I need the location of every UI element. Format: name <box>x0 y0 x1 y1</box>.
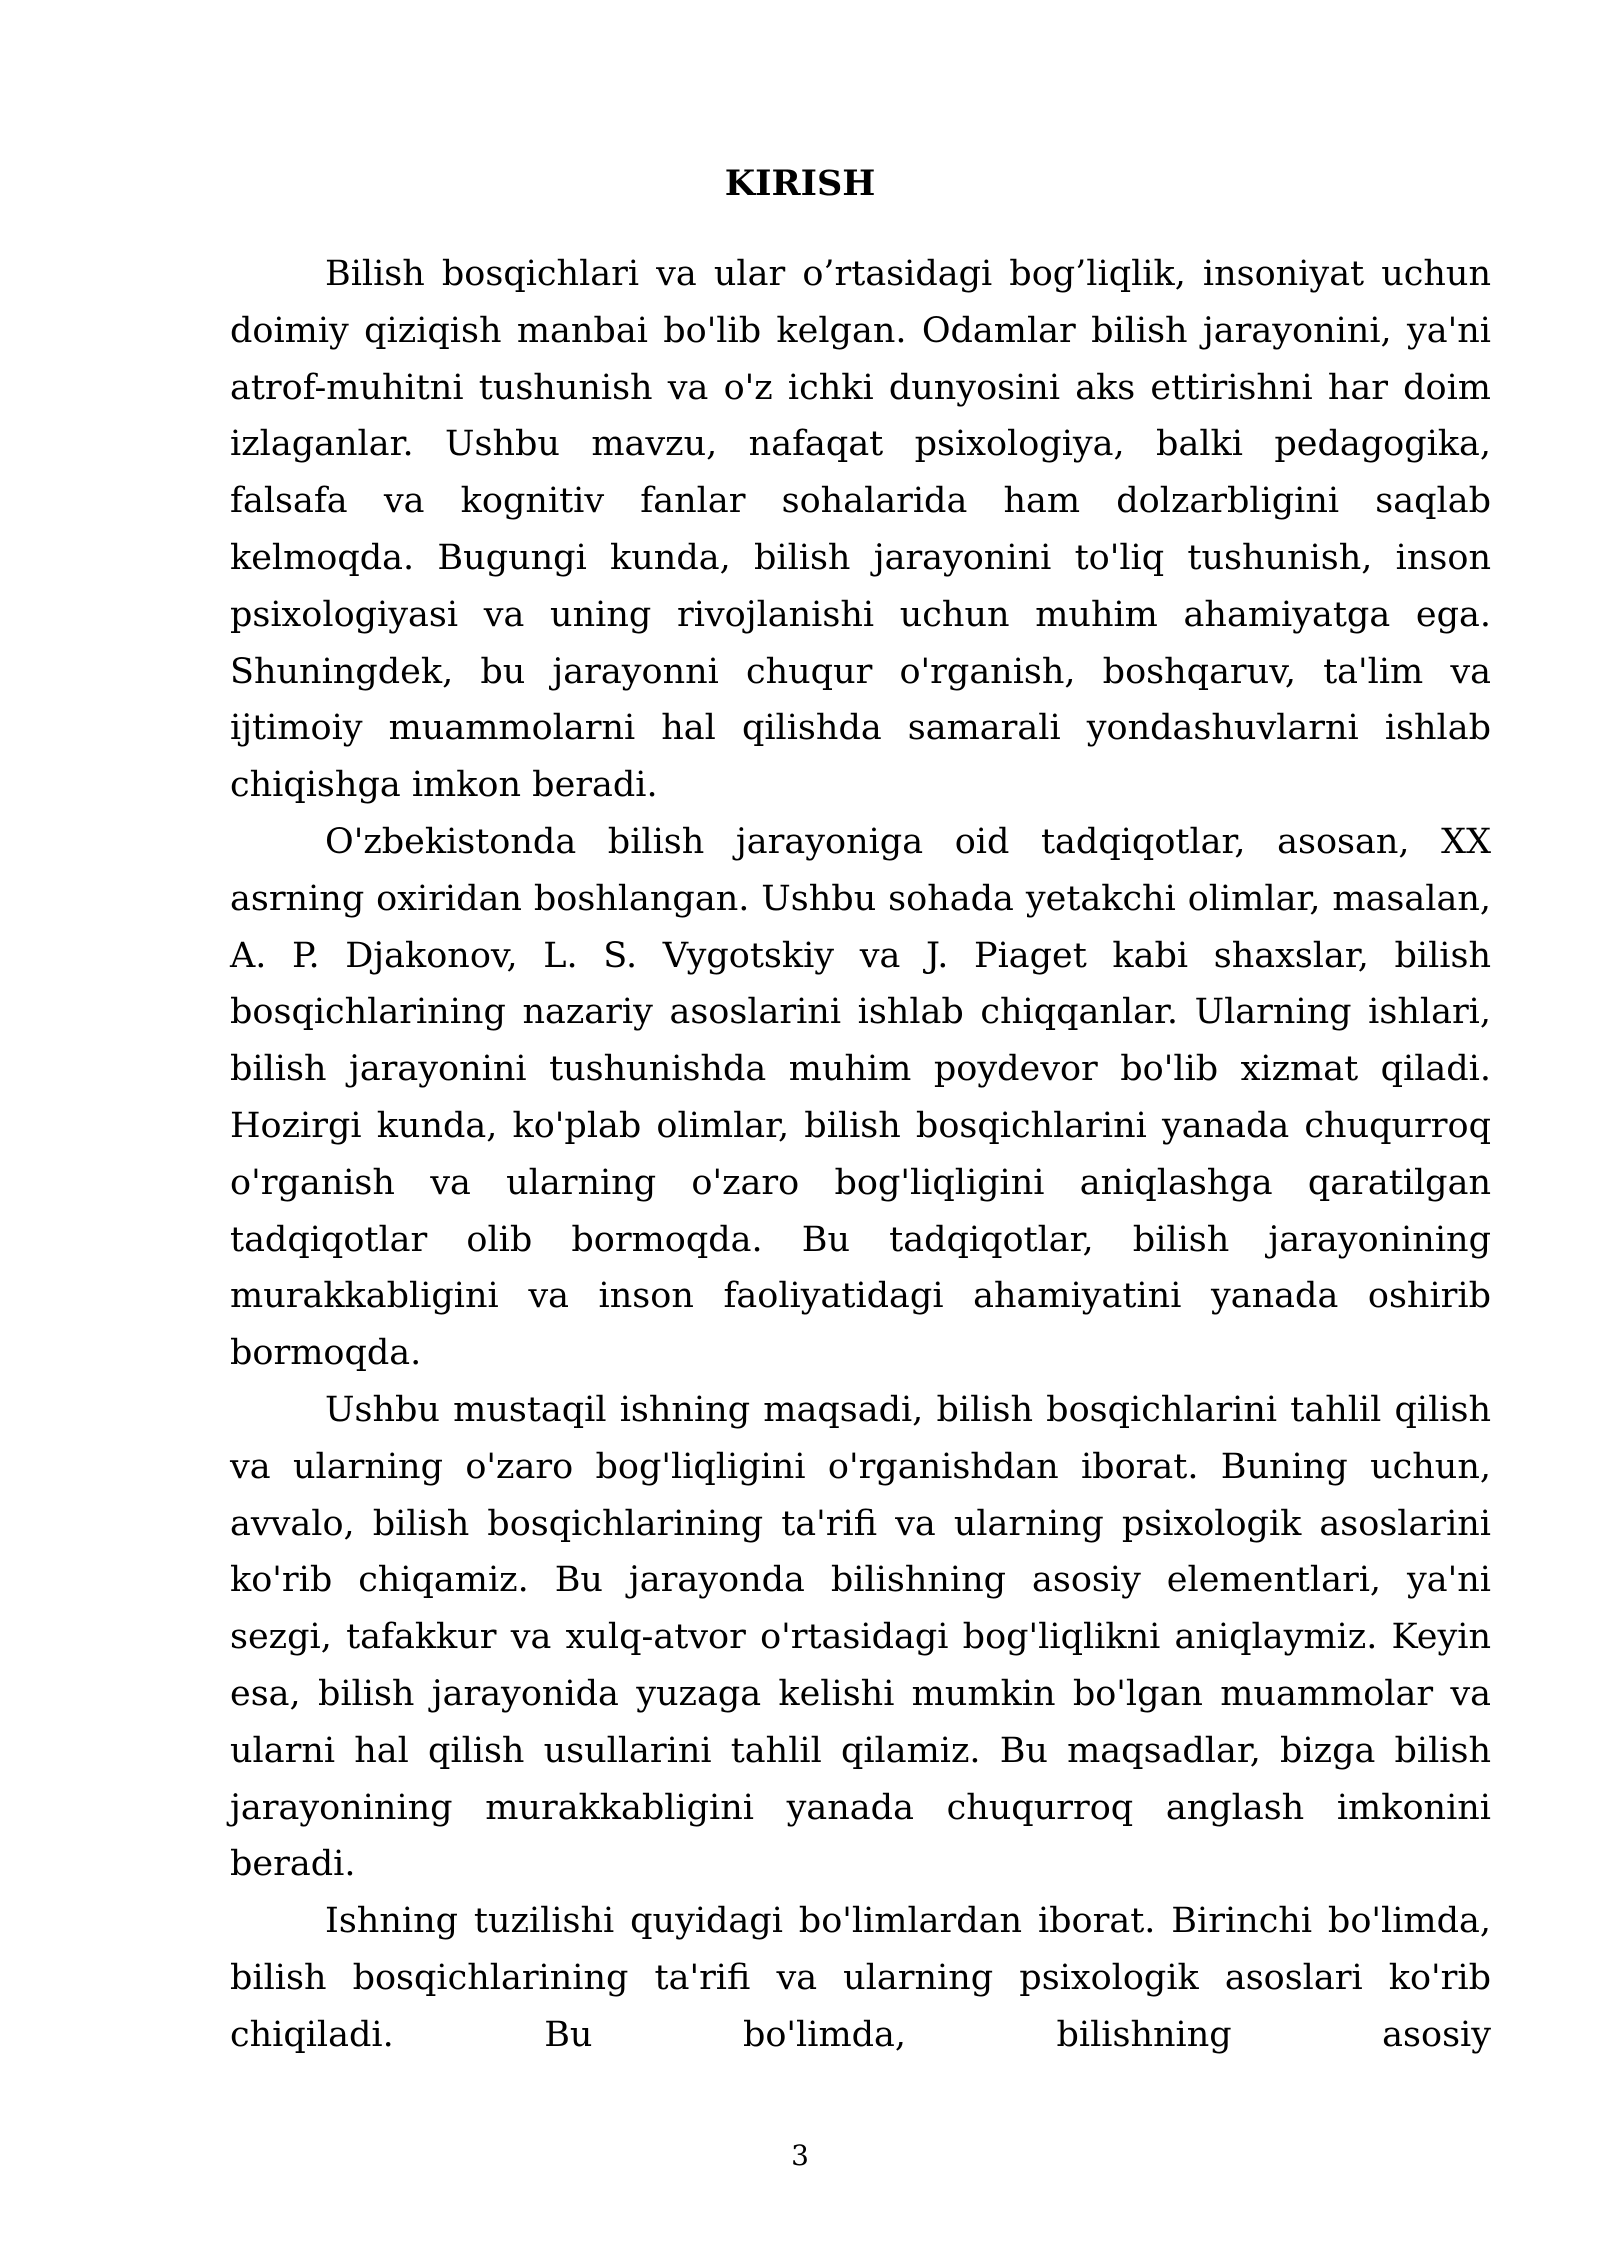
paragraph-2: O'zbekistonda bilish jarayoniga oid tadqiqotlar, asosan, XX asrning oxiridan boshlangan. Ushbu sohada yetakchi olimlar, masalan, A. P. Djakonov, L. S. Vygotskiy va J. Piaget kabi shaxslar, bilish bosqichlarining nazariy asoslarini ishlab chiqqanlar. Ularning ishlari, bilish jarayonini tushunishda muhim poydevor bo'lib xizmat qiladi. Hozirgi kunda, ko'plab olimlar, bilish bosqichlarini yanada chuqurroq o'rganish va ularning o'zaro bog'liqligini aniqlashga qaratilgan tadqiqotlar olib bormoqda. Bu tadqiqotlar, bilish jarayonining murakkabligini va inson faoliyatidagi ahamiyatini yanada oshirib bormoqda. <box>230 821 1491 1374</box>
paragraph-4: Ishning tuzilishi quyidagi bo'limlardan iborat. Birinchi bo'limda, bilish bosqichlarining ta'rifi va ularning psixologik asoslari ko'rib chiqiladi. Bu bo'limda, bilishning asosiy <box>230 1901 1491 2055</box>
section-heading: KIRISH <box>724 163 876 204</box>
page-number: 3 <box>791 2139 809 2172</box>
paragraph-3: Ushbu mustaqil ishning maqsadi, bilish bosqichlarini tahlil qilish va ularning o'zaro bog'liqligini o'rganishdan iborat. Buning uchun, avvalo, bilish bosqichlarining ta'rifi va ularning psixologik asoslarini ko'rib chiqamiz. Bu jarayonda bilishning asosiy elementlari, ya'ni sezgi, tafakkur va xulq-atvor o'rtasidagi bog'liqlikni aniqlaymiz. Keyin esa, bilish jarayonida yuzaga kelishi mumkin bo'lgan muammolar va ularni hal qilish usullarini tahlil qilamiz. Bu maqsadlar, bizga bilish jarayonining murakkabligini yanada chuqurroq anglash imkonini beradi. <box>230 1389 1491 1885</box>
paragraph-1: Bilish bosqichlari va ular o’rtasidagi bog’liqlik, insoniyat uchun doimiy qiziqish manbai bo'lib kelgan. Odamlar bilish jarayonini, ya'ni atrof-muhitni tushunish va o'z ichki dunyosini aks ettirishni har doim izlaganlar. Ushbu mavzu, nafaqat psixologiya, balki pedagogika, falsafa va kognitiv fanlar sohalarida ham dolzarbligini saqlab kelmoqda. Bugungi kunda, bilish jarayonini to'liq tushunish, inson psixologiyasi va uning rivojlanishi uchun muhim ahamiyatga ega. Shuningdek, bu jarayonni chuqur o'rganish, boshqaruv, ta'lim va ijtimoiy muammolarni hal qilishda samarali yondashuvlarni ishlab chiqishga imkon beradi. <box>230 254 1491 806</box>
body-text <box>230 246 1491 2064</box>
